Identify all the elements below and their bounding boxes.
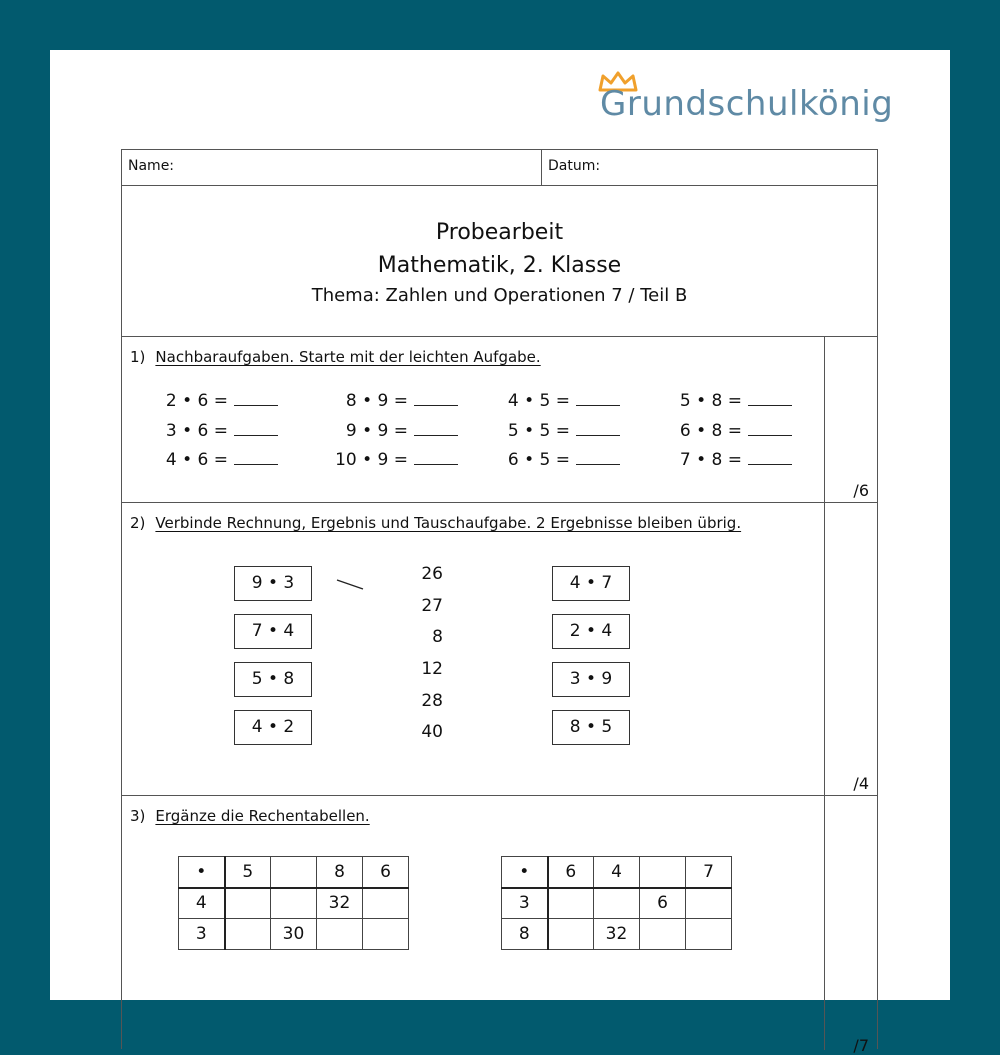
- equation-text: 5 • 8 =: [679, 391, 742, 411]
- table-cell[interactable]: [640, 919, 686, 950]
- table-cell[interactable]: [271, 888, 317, 919]
- table-header-cell: •: [179, 857, 225, 888]
- equation-4-3: [680, 450, 792, 470]
- equation-text: 2 • 6 =: [165, 391, 228, 411]
- table-row: [179, 857, 409, 888]
- table-cell[interactable]: [225, 888, 271, 919]
- question-2-points: /4: [853, 774, 869, 793]
- question-number: 1): [130, 348, 146, 366]
- equation-3-3: [508, 450, 620, 470]
- answer-blank[interactable]: [748, 421, 792, 436]
- table-row: [502, 919, 732, 950]
- answer-blank[interactable]: [748, 391, 792, 406]
- result-number[interactable]: 12: [421, 659, 443, 679]
- equation-2-1: [346, 391, 458, 411]
- multiplication-table-1: [178, 856, 409, 950]
- equation-text: 4 • 5 =: [507, 391, 570, 411]
- equation-3-1: [508, 391, 620, 411]
- answer-blank[interactable]: [576, 421, 620, 436]
- equation-text: 8 • 9 =: [345, 391, 408, 411]
- header-rule: [122, 185, 877, 186]
- table-header-cell: [271, 857, 317, 888]
- result-number[interactable]: 28: [421, 691, 443, 711]
- equation-4-1: [680, 391, 792, 411]
- calculation-box-left[interactable]: 5 • 8: [234, 662, 312, 697]
- example-connection-line: [336, 578, 366, 592]
- question-1-header: [130, 348, 541, 366]
- table-row: [179, 888, 409, 919]
- equation-text: 4 • 6 =: [165, 450, 228, 470]
- table-header-cell: 3: [502, 888, 548, 919]
- table-header-cell: 8: [317, 857, 363, 888]
- question-number: 2): [130, 514, 146, 532]
- question-1-rule: [122, 502, 877, 503]
- header-divider: [541, 150, 542, 185]
- equation-2-2: [346, 421, 458, 441]
- equation-text: 3 • 6 =: [165, 421, 228, 441]
- answer-blank[interactable]: [414, 450, 458, 465]
- table-row: [179, 919, 409, 950]
- equation-1-2: [166, 421, 278, 441]
- question-number: 3): [130, 807, 146, 825]
- question-instruction: Nachbaraufgaben. Starte mit der leichten Aufgabe.: [155, 348, 541, 366]
- table-cell[interactable]: [686, 919, 732, 950]
- question-2-rule: [122, 795, 877, 796]
- logo-text: Grundschulkönig: [600, 84, 894, 124]
- table-header-cell: •: [502, 857, 548, 888]
- question-1-points: /6: [853, 481, 869, 500]
- table-header-cell: 8: [502, 919, 548, 950]
- answer-blank[interactable]: [576, 450, 620, 465]
- question-3-header: [130, 807, 370, 825]
- title-rule: [122, 336, 877, 337]
- equation-text: 10 • 9 =: [335, 450, 408, 470]
- exam-title: Probearbeit: [435, 220, 564, 245]
- result-number[interactable]: 40: [421, 722, 443, 742]
- answer-blank[interactable]: [748, 450, 792, 465]
- table-header-cell: [640, 857, 686, 888]
- table-cell[interactable]: [594, 888, 640, 919]
- table-cell: 32: [594, 919, 640, 950]
- table-cell: 6: [640, 888, 686, 919]
- swap-task-box-right[interactable]: 8 • 5: [552, 710, 630, 745]
- table-cell: 32: [317, 888, 363, 919]
- equation-text: 7 • 8 =: [679, 450, 742, 470]
- table-cell[interactable]: [225, 919, 271, 950]
- equation-text: 6 • 8 =: [679, 421, 742, 441]
- result-number[interactable]: 26: [421, 564, 443, 584]
- table-header-cell: 3: [179, 919, 225, 950]
- answer-blank[interactable]: [414, 391, 458, 406]
- points-column-divider: [824, 336, 825, 1050]
- equation-1-1: [166, 391, 278, 411]
- swap-task-box-right[interactable]: 2 • 4: [552, 614, 630, 649]
- table-header-cell: 5: [225, 857, 271, 888]
- answer-blank[interactable]: [234, 421, 278, 436]
- table-cell[interactable]: [548, 919, 594, 950]
- table-cell[interactable]: [317, 919, 363, 950]
- equation-4-2: [680, 421, 792, 441]
- multiplication-table-2: [501, 856, 732, 950]
- table-cell[interactable]: [363, 888, 409, 919]
- swap-task-box-right[interactable]: 4 • 7: [552, 566, 630, 601]
- calculation-box-left[interactable]: 7 • 4: [234, 614, 312, 649]
- calculation-box-left[interactable]: 9 • 3: [234, 566, 312, 601]
- equation-text: 6 • 5 =: [507, 450, 570, 470]
- result-number[interactable]: 8: [432, 627, 443, 647]
- table-cell[interactable]: [548, 888, 594, 919]
- equation-text: 9 • 9 =: [345, 421, 408, 441]
- exam-topic: Thema: Zahlen und Operationen 7 / Teil B: [311, 285, 688, 306]
- answer-blank[interactable]: [576, 391, 620, 406]
- calculation-box-left[interactable]: 4 • 2: [234, 710, 312, 745]
- question-instruction: Ergänze die Rechentabellen.: [155, 807, 370, 825]
- table-cell: 30: [271, 919, 317, 950]
- worksheet: [50, 50, 950, 1055]
- table-row: [502, 857, 732, 888]
- date-label: Datum:: [548, 158, 601, 174]
- equation-3-2: [508, 421, 620, 441]
- table-cell[interactable]: [686, 888, 732, 919]
- logo: [598, 70, 928, 140]
- equation-text: 5 • 5 =: [507, 421, 570, 441]
- name-label: Name:: [128, 158, 175, 174]
- exam-frame: [121, 149, 878, 1055]
- question-2-header: [130, 514, 741, 532]
- answer-blank[interactable]: [234, 450, 278, 465]
- answer-blank[interactable]: [234, 391, 278, 406]
- table-header-cell: 6: [363, 857, 409, 888]
- equation-2-3: [335, 450, 458, 470]
- swap-task-box-right[interactable]: 3 • 9: [552, 662, 630, 697]
- equation-1-3: [166, 450, 278, 470]
- exam-subject: Mathematik, 2. Klasse: [377, 253, 622, 278]
- result-number[interactable]: 27: [421, 596, 443, 616]
- table-header-cell: 7: [686, 857, 732, 888]
- table-header-cell: 4: [594, 857, 640, 888]
- question-instruction: Verbinde Rechnung, Ergebnis und Tauschaufgabe. 2 Ergebnisse bleiben übrig.: [155, 514, 742, 532]
- table-header-cell: 4: [179, 888, 225, 919]
- table-header-cell: 6: [548, 857, 594, 888]
- answer-blank[interactable]: [414, 421, 458, 436]
- question-3-points: /7: [853, 1036, 869, 1055]
- table-cell[interactable]: [363, 919, 409, 950]
- table-row: [502, 888, 732, 919]
